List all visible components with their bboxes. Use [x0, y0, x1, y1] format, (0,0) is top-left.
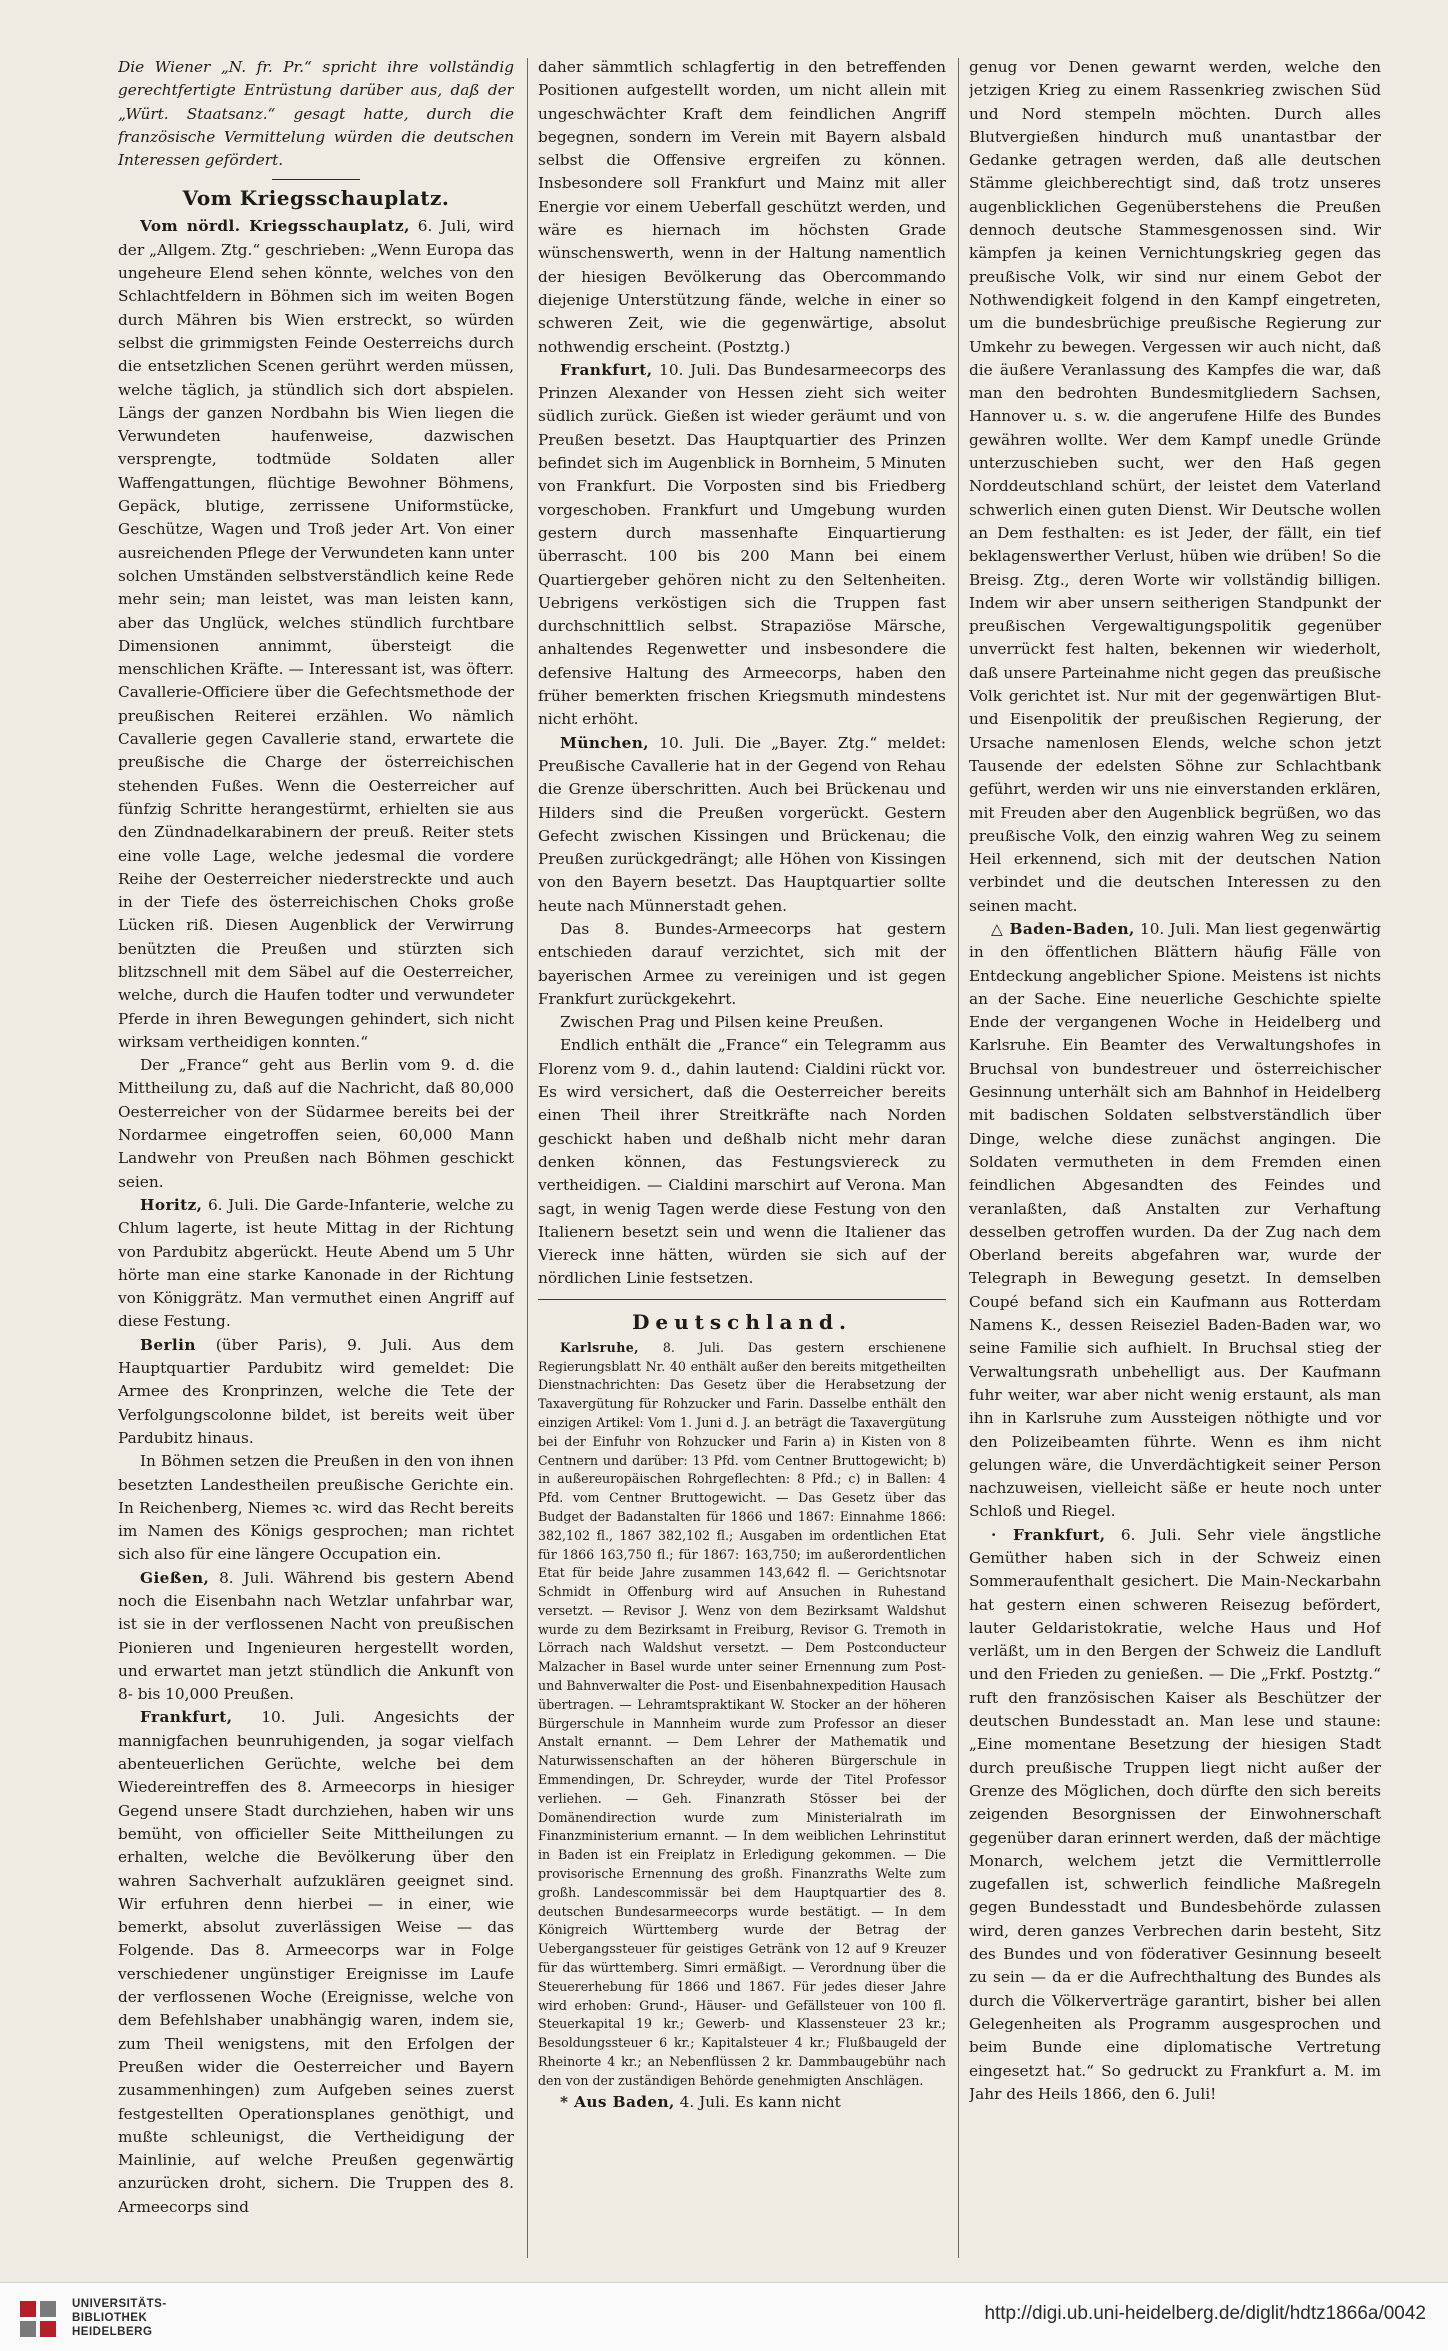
library-name-line: UNIVERSITÄTS- — [72, 2298, 167, 2310]
article-muenchen — [538, 732, 946, 918]
library-name-line: BIBLIOTHEK — [72, 2312, 148, 2324]
article-giessen — [118, 1567, 514, 1707]
article-frankfurt-3 — [969, 1524, 1381, 2106]
library-name-line: HEIDELBERG — [72, 2326, 153, 2338]
section-heading-text: Vom Kriegsschauplatz. — [182, 186, 450, 211]
intro-paragraph: Die Wiener „N. fr. Pr.“ spricht ihre vollständig gerechtfertigte Entrüstung darüber aus, daß der „Würt. Staatsanz.“ gesagt hatte, durch die französische Vermittelung würden die deutschen Interessen gefördert. — [118, 58, 514, 170]
article-text: 10. Juli. Das Bundesarmeecorps des Prinzen Alexander von Hessen zieht sich weiter südlich zurück. Gießen ist wieder geräumt und von Preußen besetzt. Das Hauptquartier des Prinzen befindet sich im Augenblick in Bornheim, 5 Minuten von Frankfurt. Die Vorposten sind bis Friedberg vorgeschoben. Frankfurt und Umgebung wurden gestern durch massenhafte Einquartierung überrascht. 100 bis 200 Mann bei einem Quartiergeber gehören nicht zu den Seltenheiten. Uebrigens verköstigen sich die Truppen fast durchschnittlich selbst. Strapaziöse Märsche, anhaltendes Regenwetter und insbesondere die defensive Haltung des Armeecorps, haben den früher bemerkten frischen Kriegsmuth mindestens nicht erhöht. — [538, 360, 946, 729]
dateline: Gießen, — [140, 1568, 210, 1587]
column-1 — [118, 56, 514, 2266]
dateline: · Frankfurt, — [991, 1525, 1106, 1544]
section-divider — [538, 1299, 946, 1300]
article-text: 4. Juli. Es kann nicht — [679, 2092, 841, 2111]
dateline: Karlsruhe, — [560, 1339, 639, 1355]
dateline: München, — [560, 733, 649, 752]
dateline: Horitz, — [140, 1195, 203, 1214]
article-florenz: Endlich enthält die „France“ ein Telegramm aus Florenz vom 9. d., dahin lautend: Cialdini rückt vor. Es wird versichert, daß die Oesterreicher bereits einen Theil ihrer Streitkräfte nach Norden geschickt haben und deßhalb nicht mehr daran denken können, das Festungsviereck zu vertheidigen. — Cialdini marschirt auf Verona. Man sagt, in wenig Tagen werde diese Festung von den Italienern besetzt sein und wenn die Italiener das Viereck inne hätten, würden sie sich auf der nördlichen Linie festsetzen. — [538, 1036, 946, 1288]
dateline-date: 6. Juli, — [417, 217, 471, 236]
article-berlin — [118, 1334, 514, 1450]
article-nordl-kriegsschauplatz — [118, 215, 514, 1054]
library-logo[interactable] — [18, 2295, 188, 2343]
footer-bar — [0, 2282, 1448, 2351]
article-text: (über Paris), 9. Juli. Aus dem Hauptquartier Pardubitz wird gemeldet: Die Armee des Kronprinzen, welche die Tete der Verfolgungscolonne bildet, ist bereits weit über Pardubitz hinaus. — [118, 1335, 514, 1447]
column-rule — [958, 58, 959, 2258]
ub-heidelberg-logo-icon — [18, 2297, 62, 2345]
article-continuation: genug vor Denen gewarnt werden, welche den jetzigen Krieg zu einem Rassenkrieg zwischen Süd und Nord stempeln möchten. Durch alles Blutvergießen hindurch muß unantastbar der Gedanke getragen werden, daß alle deutschen Stämme gleichberechtigt sind, daß trotz unseres augenblicklichen Gegenüberstehens die Preußen dennoch deutsche Stammesgenossen sind. Wir kämpfen ja keinen Vernichtungskrieg gegen das preußische Volk, wir sind nur einem Gebot der Nothwendigkeit folgend in den Kampf eingetreten, um die bundesbrüchige preußische Regierung zur Umkehr zu bewegen. Vergessen wir auch nicht, daß die äußere Veranlassung des Kampfes die war, daß man den bedrohten Bundesmitgliedern Sachsen, Hannover u. s. w. die angerufene Hilfe des Bundes gewähren wollte. Wer dem Kampf unedle Gründe unterzuschieben sucht, wer den Haß gegen Norddeutschland schürt, der leistet dem Vaterland schwerlich einen guten Dienst. Wir Deutsche wollen an Dem festhalten: es ist Jeder, der fällt, ein tief beklagenswerther Verlust, hüben wie drüben! So die Breisg. Ztg., deren Worte wir vollständig billigen. Indem wir aber unsern seitherigen Standpunkt der preußischen Vergewaltigungspolitik gegenüber unverrückt fest halten, bekennen wir wiederholt, daß unsere Parteinahme nicht gegen das preußische Volk gerichtet ist. Nur mit der gegenwärtigen Blut- und Eisenpolitik der preußischen Regierung, der Ursache namenlosen Elends, welche schon jetzt Tausende der edelsten Söhne zur Schlachtbank geführt, werden wir uns nie einverstanden erklären, mit Freuden aber den Augenblick begrüßen, wo das preußische Volk, den einzig wahren Weg zu seinem Heil erkennend, sich mit der deutschen Nation verbindet und die deutschen Interessen zu den seinen macht. — [969, 58, 1381, 915]
dateline: Vom nördl. Kriegsschauplatz, — [140, 217, 410, 236]
article-bundes-armeecorps: Das 8. Bundes-Armeecorps hat gestern entschieden darauf verzichtet, sich mit der bayerischen Armee zu vereinigen und ist gegen Frankfurt zurückgekehrt. — [538, 919, 946, 1008]
article-prag-pilsen: Zwischen Prag und Pilsen keine Preußen. — [560, 1013, 884, 1032]
article-frankfurt-2 — [538, 359, 946, 732]
column-3 — [969, 56, 1381, 2266]
dateline: Frankfurt, — [560, 360, 653, 379]
library-name — [72, 2297, 167, 2339]
article-text: wird der „Allgem. Ztg.“ geschrieben: „Wenn Europa das ungeheure Elend sehen könnte, welches von den Schlachtfeldern in Böhmen sich im weiten Bogen durch Mähren bis Wien erstreckt, so würden selbst die grimmigsten Feinde Oesterreichs durch die entsetzlichen Scenen gerührt werden müssen, welche täglich, ja stündlich sich dort abspielen. Längs der ganzen Nordbahn bis Wien liegen die Verwundeten haufenweise, dazwischen versprengte, todtmüde Soldaten aller Waffengattungen, flüchtige Bewohner Böhmens, Gepäck, blutige, zerrissene Uniformstücke, Geschütze, Wagen und Troß jeder Art. Von einer ausreichenden Pflege der Verwundeten kann unter solchen Umständen selbstverständlich keine Rede mehr sein; man leistet, was man leisten kann, aber das Unglück, welches stündlich furchtbare Dimensionen annimmt, übersteigt die menschlichen Kräfte. — Interessant ist, was öfterr. Cavallerie-Officiere über die Gefechtsmethode der preußischen Reiterei erzählen. Wo nämlich Cavallerie gegen Cavallerie stand, erwartete die preußische die Charge der österreichischen stehenden Fußes. Wenn die Oesterreicher auf fünfzig Schritte herangestürmt, erhielten sie aus den Zündnadelkarabinern der preuß. Reiter stets eine volle Lage, welche jedesmal die vordere Reihe der Oesterreicher niederstreckte und auch in der Tiefe des österreichischen Choks große Lücken riß. Diesen Augenblick der Verwirrung benützten die Preußen und stürzten sich blitzschnell mit dem Säbel auf die Oesterreicher, welche, durch die Haufen todter und verwundeter Pferde in ihren Bewegungen gehindert, sich nicht wirksam vertheidigen konnten.“ — [118, 217, 514, 1051]
column-rule — [527, 58, 528, 2258]
article-karlsruhe — [538, 1339, 946, 2091]
article-text: 6. Juli. Die Garde-Infanterie, welche zu Chlum lagerte, ist heute Mittag in der Richtung von Pardubitz abgerückt. Heute Abend um 5 Uhr hörte man eine starke Kanonade in der Richtung von Königgrätz. Man vermuthet einen Angriff auf diese Festung. — [118, 1195, 514, 1331]
article-frankfurt-1 — [118, 1706, 514, 2219]
dateline: * Aus Baden, — [560, 2092, 675, 2111]
article-text: 10. Juli. Angesichts der mannigfachen beunruhigenden, ja sogar vielfach abenteuerlichen Gerüchte, welche bei dem Wiedereintreffen des 8. Armeecorps in hiesiger Gegend unsere Stadt durchziehen, haben wir uns bemüht, von officieller Seite Mittheilungen zu erhalten, welche die Bevölkerung über den wahren Sachverhalt aufzuklären geeignet sind. Wir erfuhren denn hierbei — in einer, wie bemerkt, absolut zuverlässigen Weise — das Folgende. Das 8. Armeecorps war in Folge verschiedener ungünstiger Ereignisse im Laufe der verflossenen Woche (Ereignisse, welche von dem Befehlshaber unabhängig waren, indem sie, zum Theil wenigstens, mit den Erfolgen der Preußen wider die Oesterreicher und Bayern zusammenhingen) zum Aufgeben seines zuerst festgestellten Operationsplanes genöthigt, und mußte schleunigst, die Vertheidigung der Mainlinie, auf welche Preußen gegenwärtig anzurücken droht, sichern. Die Truppen des 8. Armeecorps sind — [118, 1708, 514, 2216]
article-text: daher sämmtlich schlagfertig in den betreffenden Positionen aufgestellt worden, um nicht allein mit ungeschwächter Kraft dem feindlichen Angriff begegnen, sondern im Verein mit Bayern alsbald selbst die Offensive ergreifen zu können. Insbesondere soll Frankfurt und Mainz mit aller Energie vor einem Ueberfall geschützt werden, und wäre es hiernach im höchsten Grade wünschenswerth, wenn in der Haltung namentlich der hiesigen Bevölkerung das Obercommando diejenige Unterstützung fände, welche in einer so schweren Zeit, wie die gegenwärtige, absolut nothwendig erscheint. — [538, 58, 946, 356]
heading-rule — [272, 179, 360, 180]
article-baden-baden — [969, 918, 1381, 1524]
article-text: 6. Juli. Sehr viele ängstliche Gemüther haben sich in der Schweiz einen Sommeraufenthalt gesichert. Die Main-Neckarbahn hat gestern einen schweren Reisezug befördert, lauter Geldaristokratie, welche Haus und Hof verläßt, um in den Bergen der Schweiz die Landluft und den Frieden zu genießen. — Die „Frkf. Postztg.“ ruft den französischen Kaiser als Beschützer der deutschen Bundesstadt an. Man lese und staune: „Eine momentane Besetzung der hiesigen Stadt durch preußische Truppen liegt nicht außer der Grenze des Möglichen, doch dürfte den sich bereits zeigenden Besorgnissen der Einwohnerschaft gegenüber daran erinnert werden, daß der mächtige Monarch, welchem jetzt die Vermittlerrolle zugefallen ist, schwerlich feindliche Maßregeln gegen Bundesstadt und Bundesbehörde zulassen wird, deren ganzes Verbrechen darin besteht, Sitz des Bundes und von föderativer Gesinnung beseelt zu sein — da er die Aufrechthaltung des Bundes als durch die Völkerverträge garantirt, bisher bei allen Gelegenheiten als Programm ausgesprochen und beim Bunde eine diplomatische Vertretung eingesetzt hat.“ So gedruckt zu Frankfurt a. M. im Jahr des Heils 1866, den 6. Juli! — [969, 1525, 1381, 2103]
column-2 — [538, 56, 946, 2266]
article-boehmen: In Böhmen setzen die Preußen in den von ihnen besetzten Landestheilen preußische Gerichte ein. In Reichenberg, Niemes ꝛc. wird das Recht bereits im Namen des Königs gesprochen; man richtet sich also für eine längere Occupation ein. — [118, 1452, 514, 1564]
dateline: △ Baden-Baden, — [991, 919, 1135, 938]
article-continuation — [538, 56, 946, 359]
article-source: (Postztg.) — [716, 337, 791, 356]
article-text: 8. Juli. Das gestern erschienene Regierungsblatt Nr. 40 enthält außer den bereits mitgetheilten Dienstnachrichten: Das Gesetz über die Herabsetzung der Taxavergütung für Rohzucker und Farin. Dasselbe enthält den einzigen Artikel: Vom 1. Juni d. J. an beträgt die Taxavergütung bei der Einfuhr von Rohzucker und Farin a) in Kisten von 8 Centnern und darüber: 13 Pfd. vom Centner Bruttogewicht; b) in außereuropäischen Rohrgeflechten: 8 Pfd.; c) in Ballen: 4 Pfd. vom Centner Bruttogewicht. — Das Gesetz über das Budget der Badanstalten für 1866 und 1867: Einnahme 1866: 382,102 fl., 1867 382,102 fl.; Ausgaben im ordentlichen Etat für 1866 163,750 fl.; für 1867: 163,750; im außerordentlichen Etat für beide Jahre zusammen 143,642 fl. — Gerichtsnotar Schmidt in Offenburg wird auf Ansuchen in Ruhestand versetzt. — Revisor J. Wenz von dem Bezirksamt Waldshut wurde zu dem Bezirksamt in Freiburg, Revisor G. Tremoth in Lörrach nach Waldshut versetzt. — Dem Postconducteur Malzacher in Basel wurde unter seiner Ernennung zum Post- und Bahnverwalter die Post- und Eisenbahnexpedition Hausach übertragen. — Lehramtspraktikant W. Stocker an der höheren Bürgerschule in Mannheim wurde zum Professor an dieser Anstalt ernannt. — Dem Lehrer der Mathematik und Naturwissenschaften an der höheren Bürgerschule in Emmendingen, Dr. Schreyder, wurde der Titel Professor verliehen. — Geh. Finanzrath Stösser bei der Domänendirection wurde zum Ministerialrath im Finanzministerium ernannt. — In dem weiblichen Lehrinstitut in Baden ist ein Freiplatz in Erledigung gekommen. — Die provisorische Ernennung des großh. Finanzraths Welte zum großh. Landescommissär bei dem Hauptquartier des 8. deutschen Bundesarmeecorps wurde bestätigt. — In dem Königreich Württemberg wurde der Betrag der Uebergangssteuer für geistiges Getränk von 12 auf 9 Kreuzer für das württemberg. Simri ermäßigt. — Verordnung über die Steuererhebung für 1866 und 1867. Für jedes dieser Jahre wird erhoben: Grund-, Häuser- und Gefällsteuer von 100 fl. Steuerkapital 19 kr.; Gewerb- und Klassensteuer 23 kr.; Besoldungssteuer 6 kr.; Kapitalsteuer 4 kr.; Flußbaugeld der Rheinorte 4 kr.; an Nebenflüssen 2 kr. Dammbaugebühr nach den von der zuständigen Behörde genehmigten Anschlägen. — [538, 1339, 946, 2088]
article-france-berlin: Der „France“ geht aus Berlin vom 9. d. die Mittheilung zu, daß auf die Nachricht, daß 80,000 Oesterreicher von der Südarmee bereits bei der Nordarmee eingetroffen seien, 60,000 Mann Landwehr von Preußen nach Böhmen geschickt seien. — [118, 1056, 514, 1191]
article-aus-baden — [538, 2091, 946, 2114]
section-heading-deutschland: Deutschland. — [632, 1309, 852, 1334]
article-horitz — [118, 1194, 514, 1334]
article-text: 8. Juli. Während bis gestern Abend noch die Eisenbahn nach Wetzlar unfahrbar war, ist sie in der verflossenen Nacht von preußischen Pionieren und Ingenieuren hergestellt worden, und erwartet man jetzt stündlich die Ankunft von 8- bis 10,000 Preußen. — [118, 1568, 514, 1704]
section-heading-kriegsschauplatz — [118, 179, 514, 213]
dateline: Berlin — [140, 1335, 196, 1354]
dateline: Frankfurt, — [140, 1708, 233, 1727]
article-text: 10. Juli. Man liest gegenwärtig in den öffentlichen Blättern häufig Fälle von Entdeckung angeblicher Spione. Meistens ist nichts an der Sache. Eine neuerliche Geschichte spielte Ende der vergangenen Woche in Heidelberg und Karlsruhe. Ein Beamter des Verwaltungshofes in Bruchsal von bundestreuer und österreichischer Gesinnung unterhält sich am Bahnhof in Heidelberg mit badischen Soldaten selbstverständlich über Dinge, welche diese zunächst angingen. Die Soldaten vermutheten in dem Fremden einen feindlichen Abgesandten des Feindes und veranlaßten, daß Anstalten zur Verhaftung desselben getroffen wurden. Da der Zug nach dem Oberland bereits abgefahren war, wurde der Telegraph in Bewegung gesetzt. In demselben Coupé befand sich ein Kaufmann aus Rotterdam Namens K., dessen Reiseziel Baden-Baden war, wo seine Familie sich aufhielt. In Bruchsal stieg der Verwaltungsrath unbehelligt aus. Der Kaufmann fuhr weiter, war aber nicht wenig erstaunt, als man ihn in Karlsruhe zum Aussteigen nöthigte und vor den Polizeibeamten führte. Wenn es ihm nicht gelungen wäre, die Unverdächtigkeit seiner Person nachzuweisen, vielleicht säße er heute noch unter Schloß und Riegel. — [969, 919, 1381, 1521]
source-url[interactable]: http://digi.ub.uni-heidelberg.de/diglit/hdtz1866a/0042 — [984, 2303, 1426, 2324]
article-text: 10. Juli. Die „Bayer. Ztg.“ meldet: Preußische Cavallerie hat in der Gegend von Rehau die Grenze überschritten. Auch bei Brückenau und Hilders sind die Preußen vorgerückt. Gestern Gefecht zwischen Kissingen und Brückenau; die Preußen zurückgedrängt; alle Höhen von Kissingen von den Bayern besetzt. Das Hauptquartier sollte heute nach Münnerstadt gehen. — [538, 733, 946, 915]
